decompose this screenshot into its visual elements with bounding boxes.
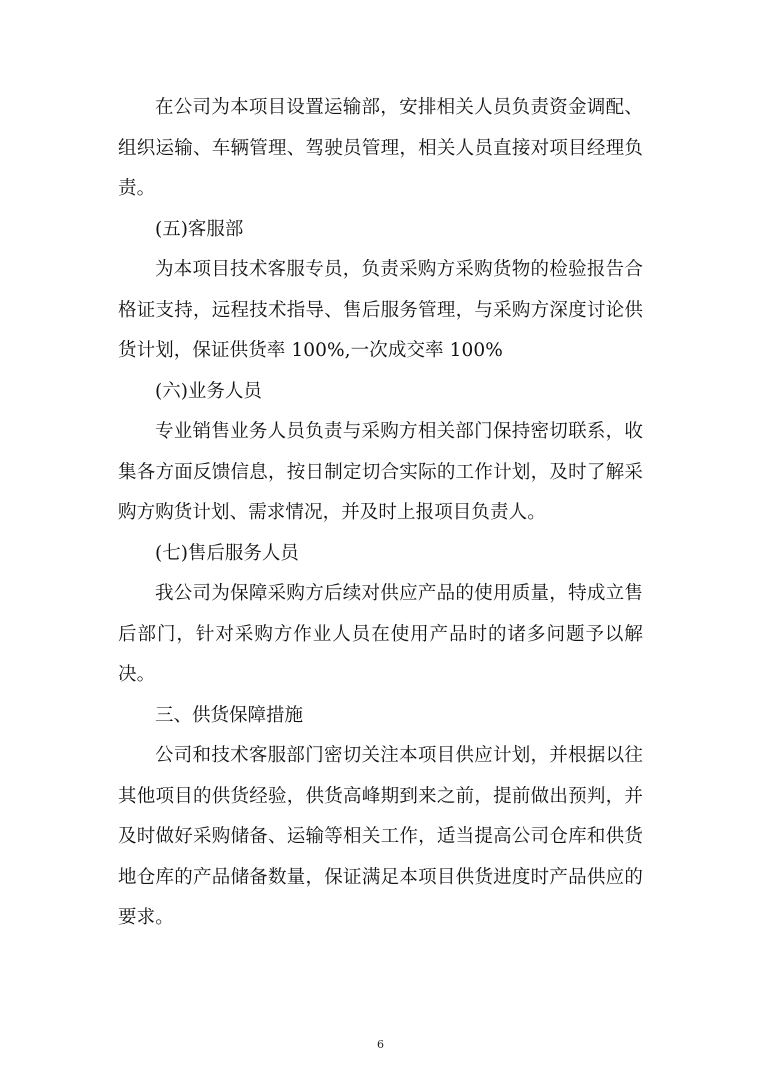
document-body [118,88,643,939]
paragraph-business-staff: 专业销售业务人员负责与采购方相关部门保持密切联系，收集各方面反馈信息，按日制定切合实际的工作计划，及时了解采购方购货计划、需求情况，并及时上报项目负责人。 [118,421,643,523]
paragraph-transport-department: 在公司为本项目设置运输部，安排相关人员负责资金调配、组织运输、车辆管理、驾驶员管理，相关人员直接对项目经理负责。 [118,97,643,199]
heading-business-staff: (六)业务人员 [155,380,262,402]
page-number: 6 [377,1038,384,1051]
paragraph-supply-guarantee: 公司和技术客服部门密切关注本项目供应计划，并根据以往其他项目的供货经验，供货高峰期到来之前，提前做出预判，并及时做好采购储备、运输等相关工作，适当提高公司仓库和供货地仓库的产品储备数量，保证满足本项目供货进度时产品供应的要求。 [118,745,643,928]
paragraph-customer-service: 为本项目技术客服专员，负责采购方采购货物的检验报告合格证支持，远程技术指导、售后服务管理，与采购方深度讨论供货计划，保证供货率 100%,一次成交率 100% [118,259,643,361]
heading-after-sales-staff: (七)售后服务人员 [155,542,299,564]
heading-supply-guarantee-measures: 三、供货保障措施 [155,704,304,726]
paragraph-after-sales: 我公司为保障采购方后续对供应产品的使用质量，特成立售后部门，针对采购方作业人员在使用产品时的诸多问题予以解决。 [118,583,643,685]
heading-customer-service-department: (五)客服部 [155,218,244,240]
